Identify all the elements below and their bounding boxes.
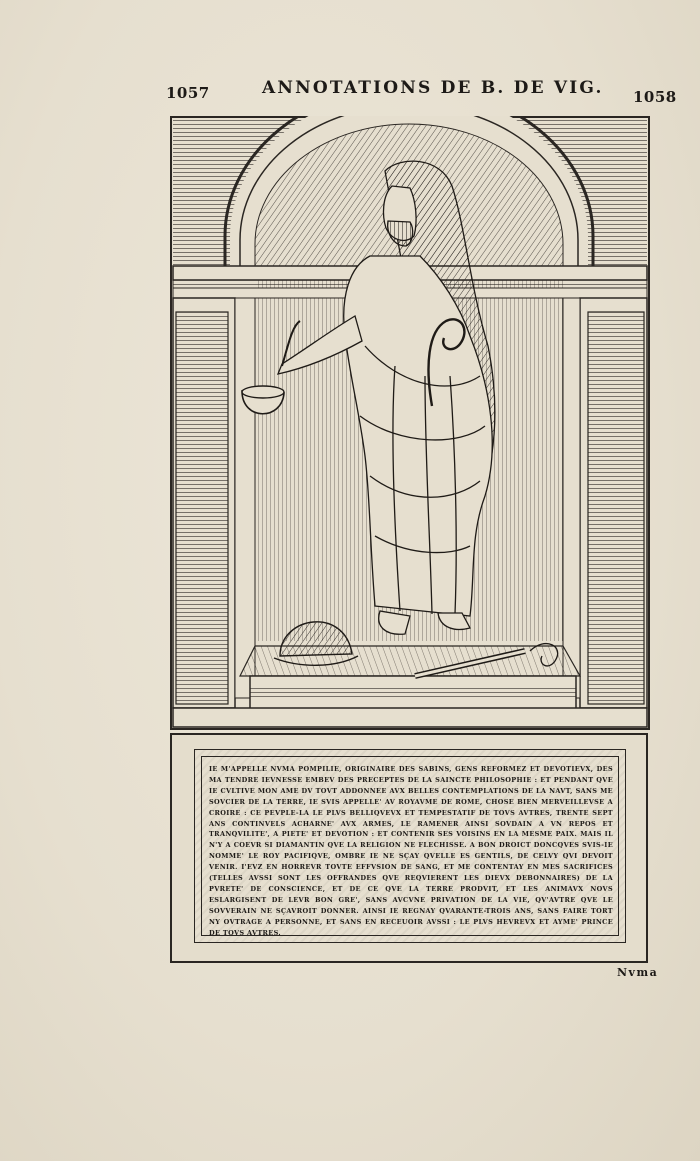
catchword: Nvma <box>617 966 659 979</box>
running-head: ANNOTATIONS DE B. DE VIG. <box>262 78 604 98</box>
engraving-illustration <box>170 116 650 730</box>
folio-number-left: 1057 <box>166 84 210 102</box>
caption-text: IE M'APPELLE NVMA POMPILIE, ORIGINAIRE DES SABINS, GENS REFORMEZ ET DEVOTIEVX, DES MA TENDRE IEVNESSE EMBEV DES PRECEPTES DE LA SAINCTE PHILOSOPHIE : ET PENDANT QVE IE CVLTIVE MON AME DV TOVT ADDONNEE AVX BELLES CONTEMPLATIONS DE LA NAVT, SANS ME SOVCIER DE LA TERRE, IE SVIS APPELLE' AV ROYAVME DE ROME, CHOSE BIEN MERVEILLEVSE A CROIRE : CE PEVPLE-LA LE PLVS BELLIQVEVX ET TEMPESTATIF DE TOVS AVTRES, TRENTE SEPT ANS CONTINVELS ACHARNE' AVX ARMES, LE RAMENER AINSI SOVDAIN A VN REPOS ET TRANQVILITE', A PIETE' ET DEVOTION : ET CONTENIR SES VOISINS EN LA MESME PAIX. MAIS IL N'Y A COEVR SI DIAMANTIN QVE LA RELIGION NE FLECHISSE. A BON DROICT DONCQVES SVIS-IE NOMME' LE ROY PACIFIQVE, OMBRE IE NE SÇAY QVELLE ES GENTILS, DE CELVY QVI DEVOIT VENIR. I'EVZ EN HORREVR TOVTE EFFVSION DE SANG, ET ME CONTENTAY EN MES SACRIFICES (TELLES AVSSI SONT LES OFFRANDES QVE REQVIERENT LES DIEVX DEBONNAIRES) DE LA PVRETE' DE CONSCIENCE, ET DE CE QVE LA TERRE PRODVIT, ET LES ANIMAVX NOVS ESLARGISENT DE LEVR BON GRE', SANS AVCVNE PRIVATION DE LA VIE, QV'AVTRE QVE LE SOVVERAIN NE SÇAVROIT DONNER. AINSI IE REGNAY QVARANTE-TROIS ANS, SANS FAIRE TORT NY OVTRAGE A PERSONNE, ET SANS EN RECEUOIR AVSSI : LE PLVS HEVREVX ET AYME' PRINCE DE TOVS AVTRES. <box>209 765 613 937</box>
caption-frame <box>170 733 648 963</box>
caption-panel <box>194 749 626 943</box>
folio-number-right: 1058 <box>633 88 677 106</box>
